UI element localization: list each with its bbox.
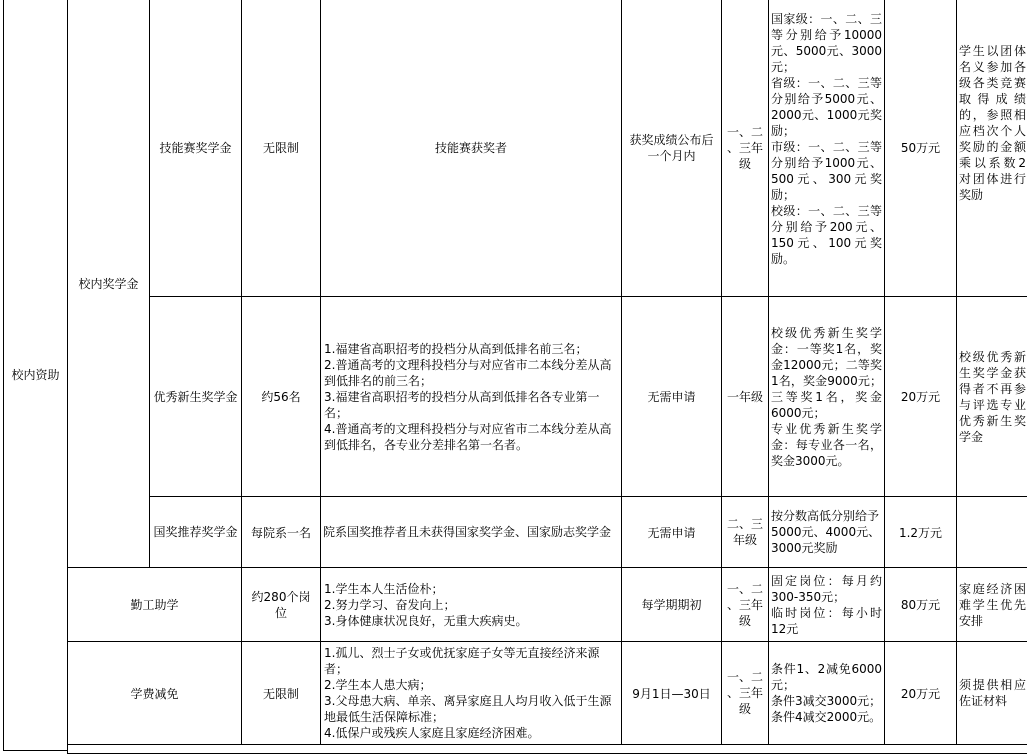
row-workstudy-remark xyxy=(956,567,1027,642)
row-national-time-text: 无需申请 xyxy=(647,525,696,540)
table-row-partial xyxy=(67,744,1027,754)
row-tuition-condition-text: 1.孤儿、烈士子女或优抚家庭子女等无直接经济来源者； 2.学生本人患大病； 3.父母患大病、单亲、离异家庭且人均月收入低于生源地最低生活保障标准； 4.低保户或残疾人家庭且家庭经济困难。 xyxy=(324,646,612,740)
category-school-scholarship-label: 校内奖学金 xyxy=(78,276,139,291)
category-school-aid-label: 校内资助 xyxy=(11,368,60,382)
row-tuition-grade-text: 一、二 、三年 级 xyxy=(726,670,763,716)
row-tuition-remark xyxy=(956,641,1027,745)
row-freshman-grade xyxy=(721,296,769,497)
row-workstudy-quota-text: 约280个岗位 xyxy=(251,589,311,620)
row-national-condition xyxy=(320,496,622,568)
row-skill-condition xyxy=(320,0,622,297)
row-skill-total-text: 50万元 xyxy=(900,141,941,155)
row-national-remark xyxy=(956,496,1027,568)
row-workstudy-standard-text: 固定岗位：每月约300-350元； 临时岗位：每小时12元 xyxy=(771,573,882,636)
row-national-total-text: 1.2万元 xyxy=(898,525,943,540)
row-freshman-quota xyxy=(241,296,321,497)
row-tuition-quota xyxy=(241,641,321,745)
row-national-quota xyxy=(241,496,321,568)
row-workstudy-condition-text: 1.学生本人生活俭朴； 2.努力学习、奋发向上； 3.身体健康状况良好，无重大疾病史。 xyxy=(324,581,528,628)
row-national-grade xyxy=(721,496,769,568)
row-skill-standard-text: 国家级：一、二、三等分别给予10000元、5000元、3000元； 省级：一、二、三等分别给予5000元、2000元、1000元奖励； 市级：一、二、三等分别给予1000元、500元、300元奖励； 校级：一、二、三等分别给予200元、150元、100元奖励。 xyxy=(771,12,882,266)
row-national-grade-text: 二、三 年级 xyxy=(726,517,763,547)
row-skill-name xyxy=(149,0,242,297)
row-national-name xyxy=(149,496,242,568)
row-skill-quota-text: 无限制 xyxy=(262,141,299,155)
row-national-total xyxy=(884,496,957,568)
row-workstudy-time xyxy=(621,567,722,642)
row-freshman-grade-text: 一年级 xyxy=(726,390,763,404)
row-tuition-total xyxy=(884,641,957,745)
row-freshman-name-text: 优秀新生奖学金 xyxy=(153,389,238,404)
row-freshman-total xyxy=(884,296,957,497)
row-skill-grade xyxy=(721,0,769,297)
row-skill-standard xyxy=(768,0,885,297)
row-skill-name-text: 技能赛奖学金 xyxy=(159,141,232,155)
row-tuition-standard xyxy=(768,641,885,745)
row-tuition-name xyxy=(67,641,242,745)
row-workstudy-remark-text: 家庭经济困难学生优先安排 xyxy=(959,581,1026,628)
row-freshman-condition-text: 1.福建省高职招考的投档分从高到低排名前三名； 2.普通高考的文理科投档分与对应省市二本线分差从高到低排名的前三名； 3.福建省高职招考的投档分从高到低排名各专业第一名； 4.普通高考的文理科投档分与对应省市二本线分差从高到低排名，各专业分差排名第一名者。 xyxy=(324,341,612,452)
row-tuition-grade xyxy=(721,641,769,745)
row-freshman-standard-text: 校级优秀新生奖学金：一等奖1名，奖金12000元；二等奖1名，奖金9000元；三等奖1名，奖金6000元； 专业优秀新生奖学金：每专业各一名，奖金3000元。 xyxy=(771,325,882,468)
row-national-name-text: 国奖推荐奖学金 xyxy=(153,525,238,539)
row-workstudy-grade xyxy=(721,567,769,642)
row-workstudy-standard xyxy=(768,567,885,642)
row-freshman-name xyxy=(149,296,242,497)
row-freshman-remark xyxy=(956,296,1027,497)
row-tuition-standard-text: 条件1、2减免6000元； 条件3减交3000元； 条件4减交2000元。 xyxy=(771,662,882,724)
row-national-standard xyxy=(768,496,885,568)
row-freshman-time-text: 无需申请 xyxy=(647,390,696,404)
row-skill-quota xyxy=(241,0,321,297)
row-freshman-quota-text: 约56名 xyxy=(261,390,301,404)
row-national-standard-text: 按分数高低分别给予5000元、4000元、3000元奖励 xyxy=(771,509,881,555)
row-workstudy-name xyxy=(67,567,242,642)
row-workstudy-name-text: 勤工助学 xyxy=(130,598,179,612)
row-freshman-standard xyxy=(768,296,885,497)
row-skill-time-text: 获奖成绩公布后一个月内 xyxy=(629,132,714,163)
row-tuition-quota-text: 无限制 xyxy=(262,686,299,701)
category-school-scholarship xyxy=(67,0,150,568)
row-freshman-time xyxy=(621,296,722,497)
row-workstudy-total xyxy=(884,567,957,642)
row-skill-condition-text: 技能赛获奖者 xyxy=(434,141,507,155)
row-freshman-condition xyxy=(320,296,622,497)
row-freshman-remark-text: 校级优秀新生奖学金获得者不再参与评选专业优秀新生奖学金 xyxy=(959,349,1026,444)
row-national-quota-text: 每院系一名 xyxy=(250,525,311,540)
row-workstudy-time-text: 每学期期初 xyxy=(641,598,702,612)
row-skill-total xyxy=(884,0,957,297)
row-workstudy-quota xyxy=(241,567,321,642)
row-skill-remark xyxy=(956,0,1027,297)
row-workstudy-condition xyxy=(320,567,622,642)
row-workstudy-grade-text: 一、二 、三年 级 xyxy=(726,581,763,628)
row-tuition-condition xyxy=(320,641,622,745)
row-freshman-total-text: 20万元 xyxy=(900,390,941,404)
row-tuition-time-text: 9月1日—30日 xyxy=(632,686,711,701)
row-workstudy-total-text: 80万元 xyxy=(900,598,941,612)
row-tuition-name-text: 学费减免 xyxy=(130,686,179,701)
row-national-time xyxy=(621,496,722,568)
row-skill-grade-text: 一、二 、三年 级 xyxy=(726,124,763,171)
row-tuition-time xyxy=(621,641,722,745)
row-skill-time xyxy=(621,0,722,297)
row-national-condition-text: 院系国奖推荐者且未获得国家奖学金、国家励志奖学金 xyxy=(323,525,612,539)
row-tuition-total-text: 20万元 xyxy=(900,686,941,701)
category-school-aid xyxy=(3,0,68,751)
row-skill-remark-text: 学生以团体名义参加各级各类竞赛取得成绩的，参照相应档次个人奖励的金额乘以系数2对团体进行奖励 xyxy=(959,44,1026,202)
row-tuition-remark-text: 须提供相应佐证材料 xyxy=(959,678,1026,708)
